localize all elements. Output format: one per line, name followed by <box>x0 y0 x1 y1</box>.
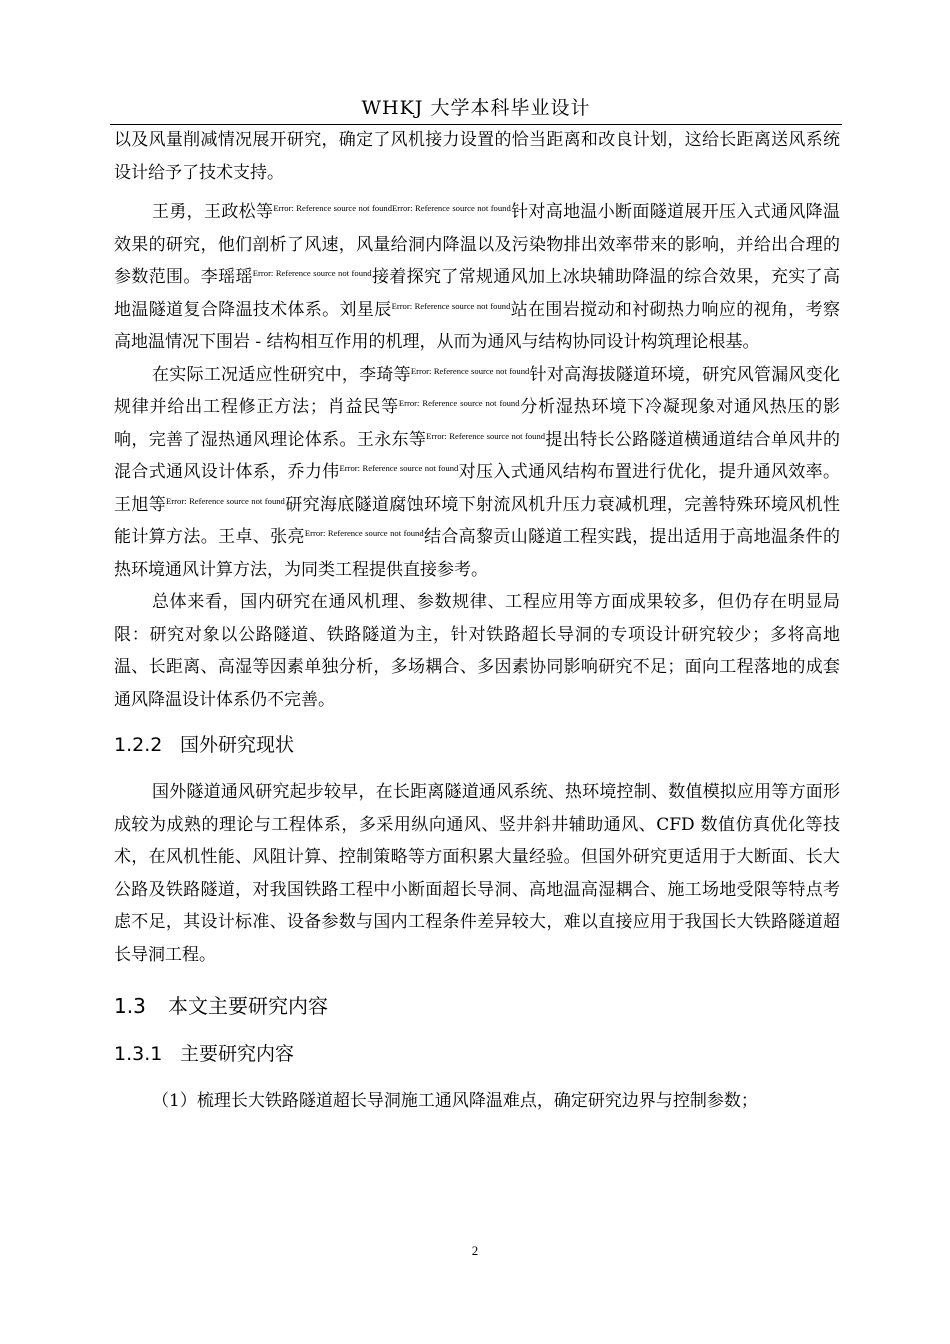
paragraph: 以及风量削减情况展开研究，确定了风机接力设置的恰当距离和改良计划，这给长距离送风系统设计给予了技术支持。 <box>114 130 840 183</box>
section-title: 主要研究内容 <box>180 1043 295 1065</box>
paragraph-text: 接着探究了常规通风加上冰块辅助降温的综合效果，充实了高地温隧道复合降温技术体系。刘星辰 <box>114 267 841 320</box>
page-header: WHKJ 大学本科毕业设计 <box>361 97 591 119</box>
paragraph: （1）梳理长大铁路隧道超长导洞施工通风降温难点，确定研究边界与控制参数； <box>152 1091 758 1111</box>
paragraph-text: 王勇，王政松等 <box>152 202 274 222</box>
page-number: 2 <box>471 1243 479 1258</box>
paragraph-text: 研究海底隧道腐蚀环境下射流风机升压力衰减机理，完善特殊环境风机性能计算方法。王卓、张亮 <box>114 494 840 547</box>
paragraph <box>114 359 840 587</box>
paragraph: 国外隧道通风研究起步较早，在长距离隧道通风系统、热环境控制、数值模拟应用等方面形成较为成熟的理论与工程体系，多采用纵向通风、竖井斜井辅助通风、CFD 数值仿真优化等技术，在风机性能、风阻计算、控制策略等方面积累大量经验。但国外研究更适用于大断面、长大公路及铁路隧道，对我国铁路工程中小断面超长导洞、高地温高湿耦合、施工场地受限等特点考虑不足，其设计标准、设备参数与国内工程条件差异较大，难以直接应用于我国长大铁路隧道超长导洞工程。 <box>114 782 840 965</box>
citation-error: Error: Reference source not found <box>410 365 530 376</box>
section-title: 本文主要研究内容 <box>168 994 328 1018</box>
section-heading <box>114 991 840 1021</box>
paragraph-text: 结合高黎贡山隧道工程实践，提出适用于高地温条件的热环境通风计算方法，为同类工程提供直接参考。 <box>114 527 841 580</box>
citation-error: Error: Reference source not found <box>392 203 511 213</box>
section-title: 国外研究现状 <box>180 734 295 756</box>
section-heading <box>114 1039 840 1069</box>
section-number: 1.3.1 <box>114 1043 163 1065</box>
citation-error: Error: Reference source not found <box>252 268 372 278</box>
citation-error: Error: Reference source not found <box>304 528 424 538</box>
document-body <box>114 124 840 1118</box>
paragraph-text: 针对高地温小断面隧道展开压入式通风降温效果的研究，他们剖析了风速，风量给洞内降温以及污染物排出效率带来的影响，并给出合理的参数范围。李瑶瑶 <box>114 202 841 287</box>
citation-error: Error: Reference source not found <box>273 203 393 213</box>
citation-error: Error: Reference source not found <box>339 463 459 473</box>
paragraph-text: 针对高海拔隧道环境，研究风管漏风变化规律并给出工程修正方法；肖益民等 <box>114 364 840 417</box>
citation-error: Error: Reference source not found <box>391 300 511 311</box>
paragraph-text: 提出特长公路隧道横通道结合单风井的混合式通风设计体系，乔力伟 <box>114 429 841 482</box>
section-heading <box>114 730 840 760</box>
section-number: 1.2.2 <box>114 734 163 756</box>
paragraph-text: 对压入式通风结构布置进行优化，提升通风效率。王旭等 <box>114 462 840 515</box>
paragraph <box>114 196 840 359</box>
citation-error: Error: Reference source not found <box>426 430 546 441</box>
paragraph: 总体来看，国内研究在通风机理、参数规律、工程应用等方面成果较多，但仍存在明显局限：研究对象以公路隧道、铁路隧道为主，针对铁路超长导洞的专项设计研究较少；多将高地温、长距离、高湿等因素单独分析，多场耦合、多因素协同影响研究不足；面向工程落地的成套通风降温设计体系仍不完善。 <box>114 592 840 710</box>
paragraph-text: 分析湿热环境下冷凝现象对通风热压的影响，完善了湿热通风理论体系。王永东等 <box>114 397 841 450</box>
paragraph-text: 在实际工况适应性研究中，李琦等 <box>152 364 411 385</box>
paragraph-text: 站在围岩搅动和衬砌热力响应的视角，考察高地温情况下围岩 - 结构相互作用的机理，从而为通风与结构协同设计构筑理论根基。 <box>114 299 840 352</box>
section-number: 1.3 <box>114 994 146 1018</box>
citation-error: Error: Reference source not found <box>166 495 285 506</box>
citation-error: Error: Reference source not found <box>398 398 520 408</box>
